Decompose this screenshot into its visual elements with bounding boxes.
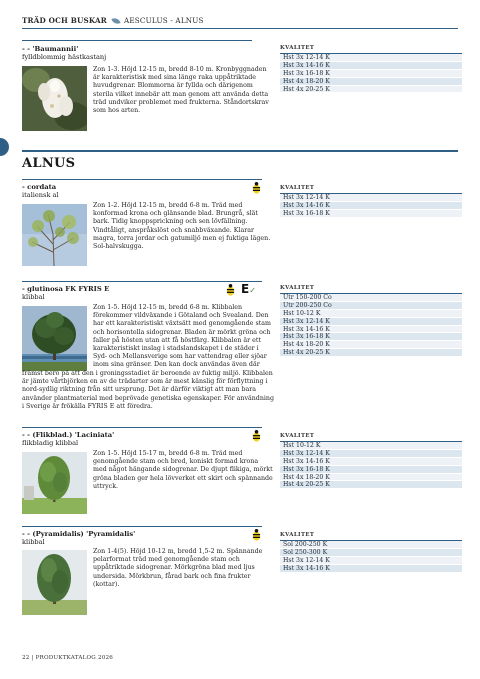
page-number: 22 [22, 655, 30, 661]
kvalitet-row: Hst 10-12 K [280, 310, 462, 318]
kvalitet-row: Hst 3x 14-16 K [280, 326, 462, 334]
entry-name: - - 'Baumannii' [22, 45, 79, 53]
kvalitet-row: Utr 200-250 Co [280, 302, 462, 310]
header-genus: AESCULUS - ALNUS [123, 16, 204, 25]
entry-description: Zon 1-2. Höjd 12-15 m, bredd 6-8 m. Träd med konformad krona och glänsande blad. Brungrå, slät bark. Tidig knoppsprickning och sen lövfällning. Vindtåligt, anspråkslöst och snabbväxande. Klarar magra, torra jordar och gatumiljö men ej fuktiga lägen. Sol-halvskugga. [93, 202, 271, 251]
kvalitet-row: Hst 4x 20-25 K [280, 349, 462, 357]
bee-icon [252, 430, 261, 442]
entry-subtitle: klibbal [22, 293, 45, 301]
kvalitet-row: Hst 3x 14-16 K [280, 458, 462, 466]
entry-divider [22, 40, 252, 41]
kvalitet-row: Hst 3x 12-14 K [280, 557, 462, 565]
kvalitet-row: Hst 3x 14-16 K [280, 62, 462, 70]
entry-divider [22, 179, 262, 180]
section-divider [22, 150, 458, 152]
entry-description: Zon 1-4(5). Höjd 10-12 m, bredd 1,5-2 m. Spännande pelarformat träd med genomgående stam och uppåtriktade sidogrenar. Mörkgröna blad med ljus undersida. Mörkbrun, fårad bark och fina frukter (kottar). [93, 548, 263, 588]
kvalitet-row: Hst 3x 16-18 K [280, 333, 462, 341]
bee-icon [252, 182, 261, 194]
entry-description: Zon 1-5. Höjd 15-17 m, bredd 6-8 m. Träd med genomgående stam och bred, koniskt formad krona med något hängande sidogrenar. De djupt flikiga, mörkt gröna bladen ger hela lövverket ett skirt och spännande uttryck. [93, 450, 273, 490]
entry-subtitle: italiensk al [22, 191, 59, 199]
entry-photo-cordata [22, 204, 87, 266]
kvalitet-table-cordata [280, 184, 462, 218]
kvalitet-row: Hst 4x 20-25 K [280, 481, 462, 489]
entry-name: - - (Pyramidalis) 'Pyramidalis' [22, 530, 136, 538]
kvalitet-row: Sol 200-250 K [280, 541, 462, 549]
footer-catalog: PRODUKTKATALOG 2026 [35, 655, 113, 661]
header-category: TRÄD OCH BUSKAR [22, 16, 107, 25]
entry-divider [22, 526, 262, 527]
page-footer: 22 | PRODUKTKATALOG 2026 [22, 655, 113, 661]
entry-description-part: främst bero på att den i groningsstadiet är beroende av fuktig miljö. Klibbalen är jämte vårtbjörken en av de trädarter som är mest känslig för förflyttning i nord-sydlig riktning från sitt ursprung. Det är därför viktigt att man bara använder plantmaterial med beprövade genetiska egenskaper. För användning i Sverige är frökälla FYRIS E att föredra. [22, 370, 274, 410]
kvalitet-row: Hst 3x 16-18 K [280, 210, 462, 218]
entry-divider [22, 281, 262, 282]
kvalitet-row: Hst 3x 12-14 K [280, 54, 462, 62]
kvalitet-header: KVALITET [280, 284, 462, 294]
kvalitet-header: KVALITET [280, 432, 462, 442]
page-header [22, 16, 204, 25]
entry-photo-glutinosa [22, 306, 87, 371]
kvalitet-row: Hst 10-12 K [280, 442, 462, 450]
kvalitet-row: Hst 4x 18-20 K [280, 341, 462, 349]
kvalitet-row: Hst 3x 12-14 K [280, 450, 462, 458]
kvalitet-header: KVALITET [280, 44, 462, 54]
kvalitet-row: Hst 4x 18-20 K [280, 474, 462, 482]
entry-photo-laciniata [22, 452, 87, 514]
glutinosa-text-column [93, 304, 273, 370]
kvalitet-row: Sol 250-300 K [280, 549, 462, 557]
kvalitet-row: Hst 3x 14-16 K [280, 565, 462, 573]
kvalitet-row: Utr 150-200 Co [280, 294, 462, 302]
kvalitet-row: Hst 3x 14-16 K [280, 202, 462, 210]
kvalitet-table-baumannii [280, 44, 462, 93]
bee-icon [252, 529, 261, 541]
kvalitet-row: Hst 4x 18-20 K [280, 78, 462, 86]
kvalitet-row: Hst 3x 16-18 K [280, 70, 462, 78]
header-divider [22, 28, 458, 29]
page-tab-marker [0, 138, 9, 156]
kvalitet-row: Hst 3x 12-14 K [280, 194, 462, 202]
entry-name: - glutinosa FK FYRIS E [22, 285, 110, 293]
entry-subtitle: flikbladig klibbal [22, 439, 79, 447]
bee-icon [226, 284, 235, 296]
entry-subtitle: klibbal [22, 538, 45, 546]
kvalitet-header: KVALITET [280, 531, 462, 541]
kvalitet-table-glutinosa [280, 284, 462, 357]
entry-divider [22, 427, 262, 428]
entry-photo-pyramidalis [22, 550, 87, 615]
section-title: ALNUS [22, 156, 76, 171]
e-plant-icon: E✓ [241, 282, 256, 296]
leaf-icon [111, 17, 120, 25]
kvalitet-table-laciniata [280, 432, 462, 489]
entry-photo-baumannii [22, 66, 87, 131]
entry-subtitle: fylldblommig hästkastanj [22, 53, 107, 61]
kvalitet-row: Hst 3x 16-18 K [280, 466, 462, 474]
kvalitet-header: KVALITET [280, 184, 462, 194]
entry-name: - cordata [22, 183, 57, 191]
kvalitet-row: Hst 3x 12-14 K [280, 318, 462, 326]
entry-description-part: Zon 1-5. Höjd 12-15 m, bredd 6-8 m. Klibbalen förekommer vildväxande i Götaland och Svealand. Den har ett karakteristiskt växtsätt med genomgående stam och horisontella sidogrenar. Bladen är mörkt gröna och faller på hösten utan att få höstfärg. Klibbalen är ett karakteristiskt inslag i stadslandskapet i de städer i Syd- och Mellansverige som har vattendrag eller sjöar inom sina gränser. Den kan dock användas även där [93, 304, 271, 369]
entry-name: - - (Flikblad.) 'Laciniata' [22, 431, 115, 439]
entry-description: Zon 1-3. Höjd 12-15 m, bredd 8-10 m. Kronbyggnaden är karakteristisk med sina länge raka uppåtriktade huvudgrenar. Blommorna är fyllda och därigenom sterila vilket innebär att man genom att använda detta träd undviker problemet med frukterna. Ståndortskrav som hos arten. [93, 66, 269, 115]
glutinosa-text-wide [22, 370, 274, 420]
kvalitet-table-pyramidalis [280, 531, 462, 573]
kvalitet-row: Hst 4x 20-25 K [280, 86, 462, 94]
